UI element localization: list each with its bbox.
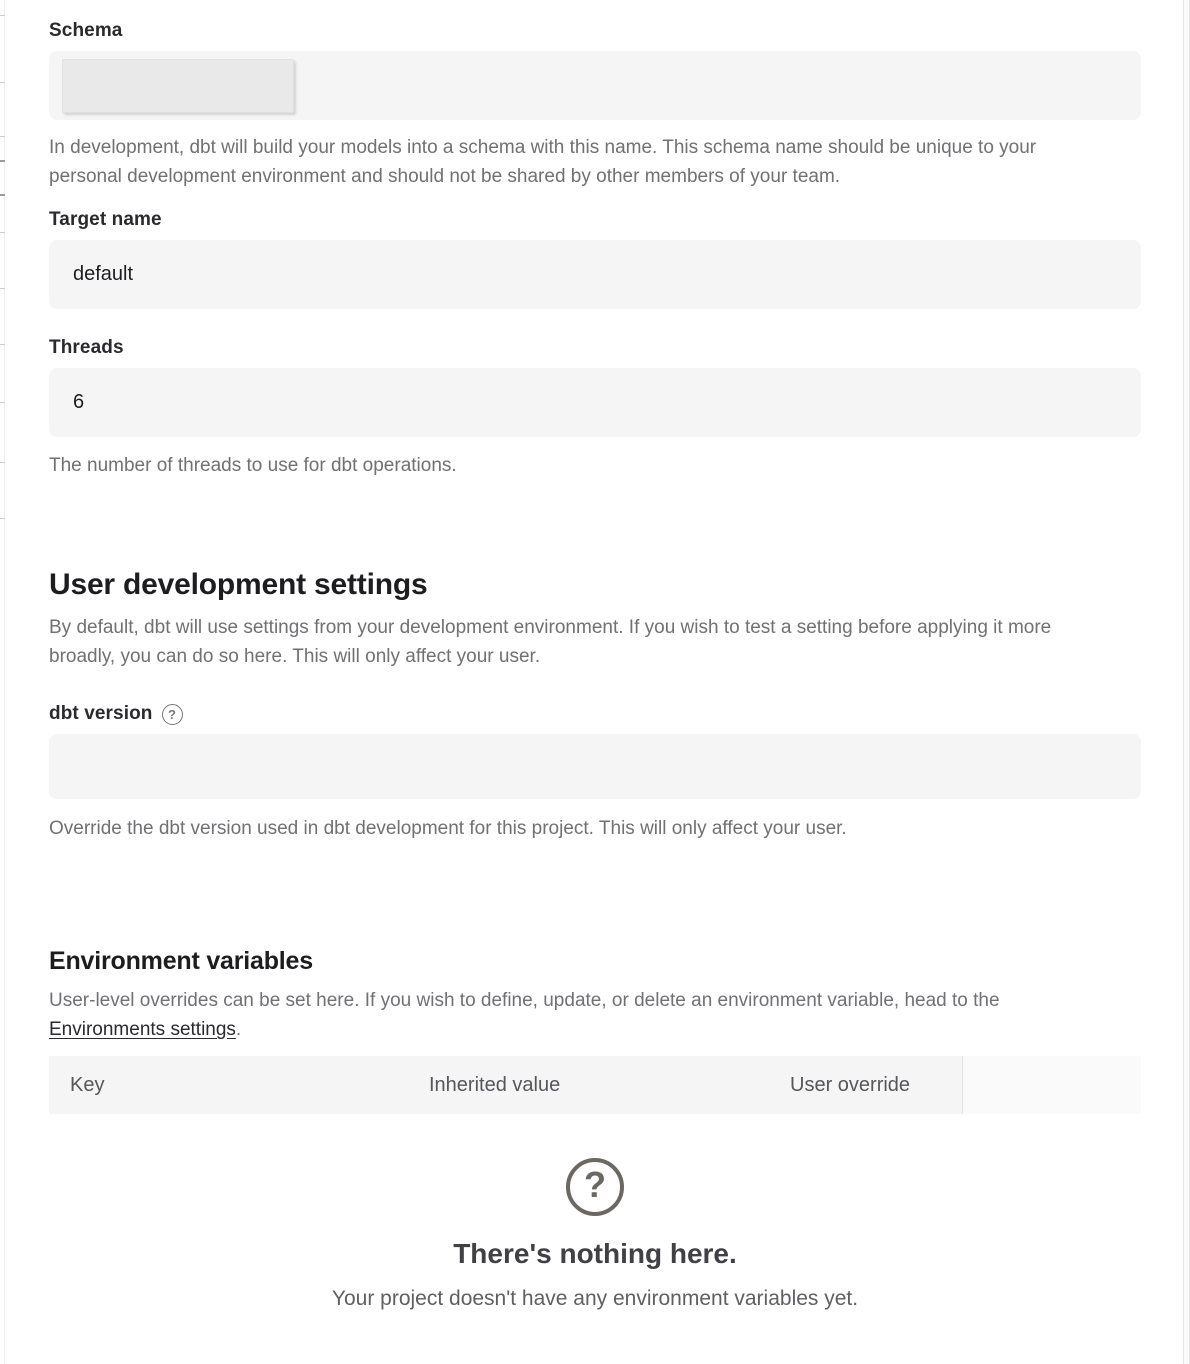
env-vars-empty-state xyxy=(49,1158,1141,1311)
column-header-actions xyxy=(962,1056,1141,1114)
column-header-user-override: User override xyxy=(790,1073,911,1096)
empty-state-subtitle: Your project doesn't have any environment variables yet. xyxy=(331,1287,859,1310)
schema-help-text: In development, dbt will build your models into a schema with this name. This schema name should be unique to your personal development environment and should not be shared by other members of your team. xyxy=(49,137,1037,187)
threads-label: Threads xyxy=(49,337,124,358)
schema-input[interactable] xyxy=(49,51,1141,120)
empty-state-title: There's nothing here. xyxy=(453,1238,737,1269)
env-vars-description-period: . xyxy=(235,1019,242,1040)
threads-help-text: The number of threads to use for dbt operations. xyxy=(49,455,457,476)
cutoff-left-panel-edge xyxy=(0,0,5,1364)
user-development-settings-title: User development settings xyxy=(49,568,428,601)
schema-label: Schema xyxy=(49,20,123,41)
dbt-version-help-text: Override the dbt version used in dbt development for this project. This will only affect your user. xyxy=(49,818,847,839)
dbt-version-input[interactable] xyxy=(49,734,1141,799)
environment-variables-title: Environment variables xyxy=(49,947,313,975)
env-vars-description-text: User-level overrides can be set here. If you wish to define, update, or delete an environment variable, head to the xyxy=(49,990,1000,1011)
target-name-label: Target name xyxy=(49,209,162,230)
environments-settings-link[interactable]: Environments settings xyxy=(49,1019,236,1040)
target-name-input[interactable] xyxy=(49,240,1141,309)
column-header-inherited-value: Inherited value xyxy=(429,1073,561,1096)
environment-variables-description xyxy=(49,986,1119,1044)
dbt-version-label xyxy=(49,703,1141,725)
user-development-settings-description: By default, dbt will use settings from your development environment. If you wish to test a setting before applying it more broadly, you can do so here. This will only affect your user. xyxy=(49,617,1052,667)
question-circle-icon[interactable]: ? xyxy=(162,704,183,725)
env-vars-table-header xyxy=(49,1056,1141,1114)
vertical-scrollbar-track[interactable] xyxy=(1183,0,1190,1364)
question-circle-icon: ? xyxy=(566,1158,624,1216)
column-header-key: Key xyxy=(70,1073,105,1096)
settings-page-content xyxy=(49,0,1141,1311)
schema-redacted-value xyxy=(62,59,294,113)
threads-input[interactable] xyxy=(49,368,1141,437)
dbt-version-label-text: dbt version xyxy=(49,703,153,724)
